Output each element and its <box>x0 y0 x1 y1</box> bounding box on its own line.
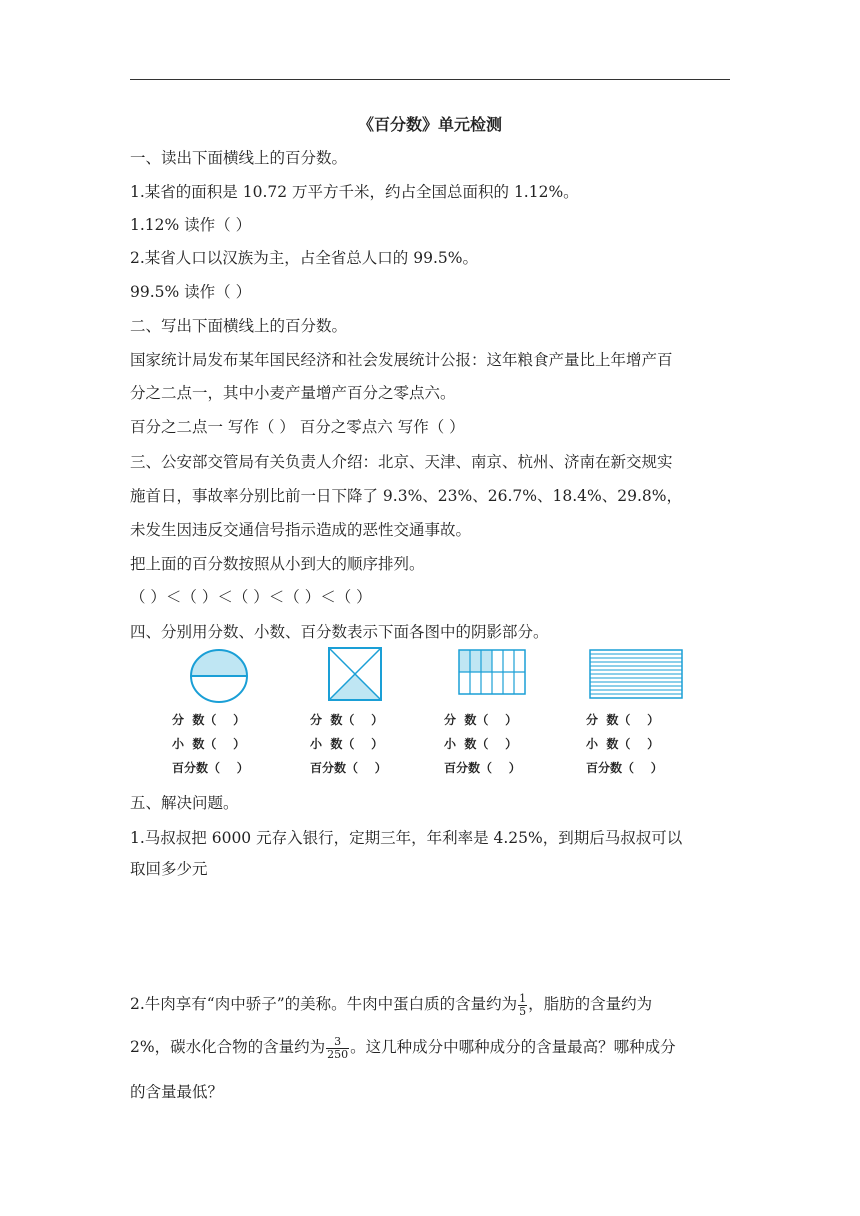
section-2-paragraph-1: 国家统计局发布某年国民经济和社会发展统计公报：这年粮食产量比上年增产百 <box>130 351 673 369</box>
section-1-question-1: 1.某省的面积是 10.72 万平方千米，约占全国总面积的 1.12%。 <box>130 183 579 201</box>
fraction-denominator: 5 <box>519 1004 527 1018</box>
circle-figure <box>188 648 250 704</box>
fraction-three-250ths <box>326 1036 349 1061</box>
section-5-question-1-line-2: 取回多少元 <box>130 860 208 878</box>
decimal-label: 小 数（ ） <box>586 737 660 751</box>
fraction-label: 分 数（ ） <box>172 713 246 727</box>
decimal-label: 小 数（ ） <box>310 737 384 751</box>
section-5-question-2-line-3: 的含量最低？ <box>130 1083 224 1101</box>
figure-3-labels <box>444 708 521 780</box>
percent-label: 百分数（ ） <box>586 761 663 775</box>
section-1-answer-1: 1.12% 读作（ ） <box>130 216 252 234</box>
percent-label: 百分数（ ） <box>172 761 249 775</box>
top-rule <box>130 79 730 80</box>
fraction-label: 分 数（ ） <box>586 713 660 727</box>
section-4-heading: 四、分别用分数、小数、百分数表示下面各图中的阴影部分。 <box>130 623 549 641</box>
q2-line-2-prefix: 2%，碳水化合物的含量约为 <box>130 1038 326 1056</box>
fraction-numerator: 3 <box>326 1036 349 1049</box>
section-1-question-2: 2.某省人口以汉族为主，占全省总人口的 99.5%。 <box>130 249 478 267</box>
section-3-paragraph-1: 三、公安部交管局有关负责人介绍：北京、天津、南京、杭州、济南在新交规实 <box>130 453 673 471</box>
decimal-label: 小 数（ ） <box>444 737 518 751</box>
section-5-heading: 五、解决问题。 <box>130 794 239 812</box>
q2-line-2-suffix: 。这几种成分中哪种成分的含量最高？哪种成分 <box>350 1038 676 1056</box>
fraction-label: 分 数（ ） <box>444 713 518 727</box>
fraction-one-fifth <box>518 993 527 1018</box>
percent-label: 百分数（ ） <box>310 761 387 775</box>
fraction-denominator: 250 <box>327 1047 349 1061</box>
decimal-label: 小 数（ ） <box>172 737 246 751</box>
fraction-label: 分 数（ ） <box>310 713 384 727</box>
section-2-heading: 二、写出下面横线上的百分数。 <box>130 317 348 335</box>
section-3-paragraph-2: 施首日，事故率分别比前一日下降了 9.3%、23%、26.7%、18.4%、29.8%， <box>130 487 682 505</box>
square-figure <box>327 646 383 702</box>
section-1-answer-2: 99.5% 读作（ ） <box>130 283 252 301</box>
q2-line-1-prefix: 2.牛肉享有“肉中骄子”的美称。牛肉中蛋白质的含量约为 <box>130 995 518 1013</box>
figure-1-labels <box>172 708 249 780</box>
section-5-question-1-line-1: 1.马叔叔把 6000 元存入银行，定期三年，年利率是 4.25%，到期后马叔叔可以 <box>130 829 683 847</box>
section-3-paragraph-4: 把上面的百分数按照从小到大的顺序排列。 <box>130 555 425 573</box>
grid-figure <box>457 648 527 696</box>
figure-2-labels <box>310 708 387 780</box>
striped-figure <box>588 648 684 700</box>
page-title: 《百分数》单元检测 <box>357 115 502 134</box>
section-5-question-2-line-1 <box>130 992 652 1018</box>
percent-label: 百分数（ ） <box>444 761 521 775</box>
figure-4-labels <box>586 708 663 780</box>
section-5-question-2-line-2 <box>130 1035 676 1061</box>
section-2-answer: 百分之二点一 写作（ ） 百分之零点六 写作（ ） <box>130 418 465 436</box>
section-1-heading: 一、读出下面横线上的百分数。 <box>130 149 348 167</box>
section-2-paragraph-2: 分之二点一，其中小麦产量增产百分之零点六。 <box>130 384 456 402</box>
section-3-paragraph-3: 未发生因违反交通信号指示造成的恶性交通事故。 <box>130 521 472 539</box>
section-3-answer: （ ）＜（ ）＜（ ）＜（ ）＜（ ） <box>130 588 372 606</box>
fraction-numerator: 1 <box>519 991 527 1005</box>
q2-line-1-suffix: ，脂肪的含量约为 <box>528 995 653 1013</box>
